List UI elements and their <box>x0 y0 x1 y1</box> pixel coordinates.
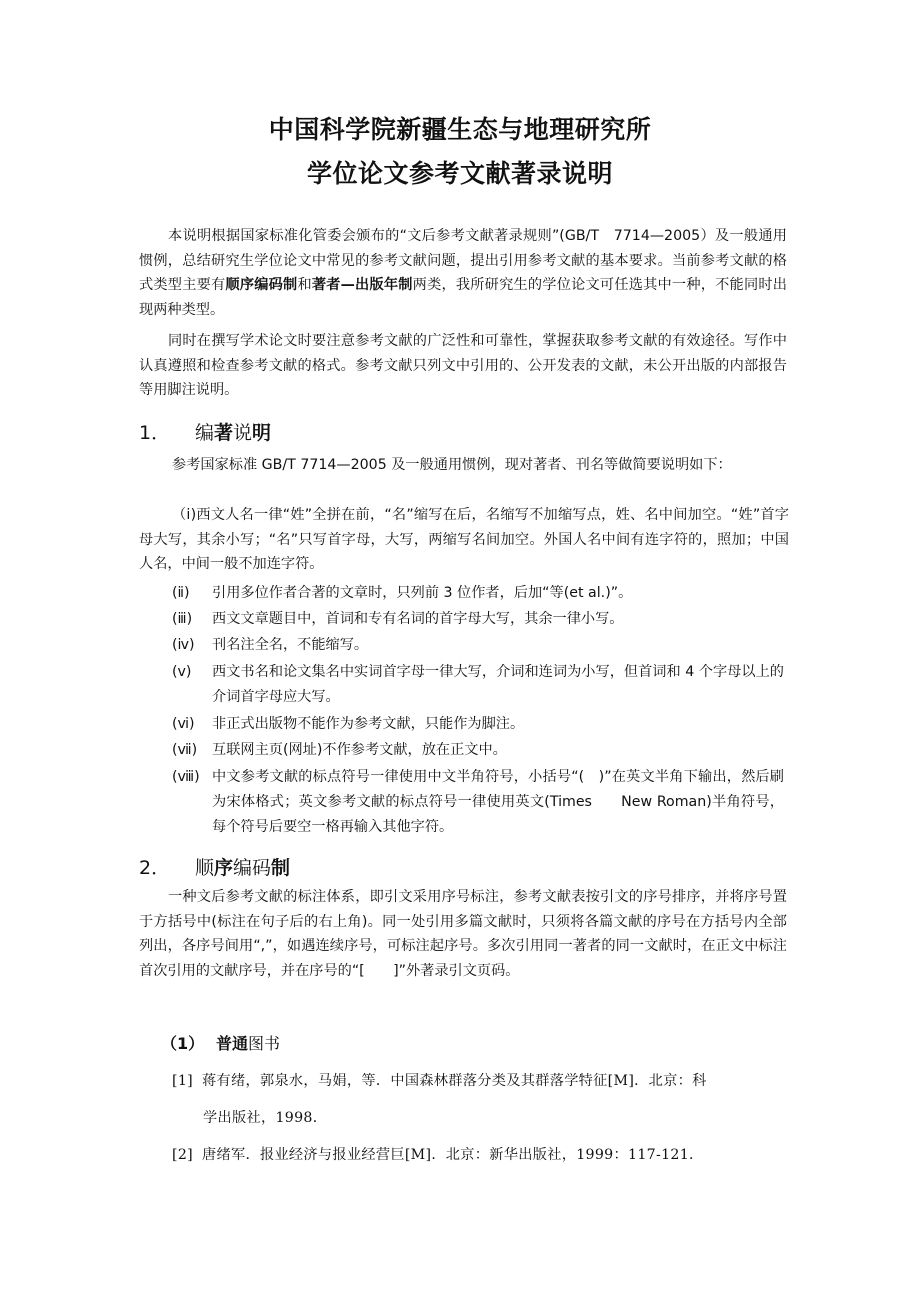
reference-item <box>172 1137 782 1174</box>
list-text: 西文文章题目中，首词和专有名词的首字母大写，其余一律小写。 <box>212 611 624 627</box>
list-marker: (ⅴ) <box>172 664 192 680</box>
list-item <box>172 660 784 710</box>
section-number: 2． <box>139 857 171 879</box>
intro-text: 本说明根据国家标准化管委会颁布的“文后参考文献著录规则”(GB/T 7714—2005）及一般通用惯例，总结研究生学位论文中常见的参考文献问题，提出引用参考文献的基本要求。当前参考文献的格式类型主要有 <box>139 228 787 293</box>
intro-bold-term: 著者—出版年制 <box>311 277 413 293</box>
list-marker: (ⅱ) <box>172 585 190 601</box>
reference-continuation: 学出版社，1998． <box>203 1110 328 1126</box>
list-item <box>172 607 784 632</box>
section-1-heading <box>139 420 271 446</box>
list-marker: (ⅲ) <box>172 611 193 627</box>
list-item <box>172 712 784 737</box>
list-item <box>172 633 784 658</box>
page-subtitle: 学位论文参考文献著录说明 <box>306 159 613 188</box>
list-marker: (ⅳ) <box>172 637 195 653</box>
list-item <box>172 738 784 763</box>
subsection-title: 图书 <box>248 1034 281 1053</box>
intro-paragraph-2: 同时在撰写学术论文时要注意参考文献的广泛性和可靠性，掌握获取参考文献的有效途径。写作中认真遵照和检查参考文献的格式。参考文献只列文中引用的、公开发表的文献，未公开出版的内部报告等用脚注说明。 <box>139 333 787 398</box>
list-text: 互联网主页(网址)不作参考文献，放在正文中。 <box>212 742 507 758</box>
section-title-part: 明 <box>252 422 272 444</box>
reference-item <box>172 1063 782 1100</box>
list-text: 非正式出版物不能作为参考文献，只能作为脚注。 <box>212 716 525 732</box>
section-1-intro: 参考国家标准 GB/T 7714—2005 及一般通用惯例，现对著者、刊名等做简要说明如下： <box>172 457 732 473</box>
section-title-part: 顺 <box>195 857 215 879</box>
reference-marker: [2] <box>172 1147 193 1163</box>
section-title-part: 制 <box>271 857 291 879</box>
list-item <box>172 765 784 840</box>
subsection-title-bold: 普通 <box>216 1034 249 1053</box>
intro-bold-term: 顺序编码制 <box>225 277 298 293</box>
list-text: 中文参考文献的标点符号一律使用中文半角符号，小括号“( )”在英文半角下输出，然后刷为宋体格式；英文参考文献的标点符号一律使用英文(Times New Roman)半角符号，每个符号后要空一格再输入其他字符。 <box>212 769 784 835</box>
intro-paragraph-1 <box>139 224 787 322</box>
reference-marker: [1] <box>172 1073 193 1089</box>
subsection-heading <box>161 1033 280 1055</box>
reference-text: 蒋有绪，郭泉水，马娟，等．中国森林群落分类及其群落学特征[M]．北京：科 <box>202 1073 707 1089</box>
list-text: 刊名注全名，不能缩写。 <box>212 637 369 653</box>
list-item <box>172 581 784 606</box>
reference-text: 唐绪军．报业经济与报业经营巨[M]．北京：新华出版社，1999：117-121． <box>202 1147 704 1163</box>
section-2-heading <box>139 855 290 881</box>
subsection-number: （1） <box>161 1034 205 1053</box>
section-title-part: 编码 <box>233 857 272 879</box>
intro-text: 和 <box>297 277 312 293</box>
section-2-paragraph: 一种文后参考文献的标注体系，即引文采用序号标注，参考文献表按引文的序号排序，并将序号置于方括号中(标注在句子后的右上角)。同一处引用多篇文献时，只须将各篇文献的序号在方括号内全部列出，各序号间用“,”，如遇连续序号，可标注起序号。多次引用同一著者的同一文献时，在正文中标注首次引用的文献序号，并在序号的“[ ]”外著录引文页码。 <box>139 889 787 979</box>
intro-text: 两类，我所研究生的学位论文可任选其中一种，不能同时出现两种类型。 <box>139 277 787 318</box>
section-number: 1． <box>139 422 171 444</box>
list-item: （ⅰ)西文人名一律“姓”全拼在前，“名”缩写在后，名缩写不加缩写点，姓、名中间加空。“姓”首字母大写，其余小写；“名”只写首字母，大写，两缩写名间加空。外国人名中间有连字符的，照加；中国人名，中间一般不加连字符。 <box>139 507 789 572</box>
section-title-part: 著 <box>214 422 234 444</box>
list-text: 西文书名和论文集名中实词首字母一律大写，介词和连词为小写，但首词和 4 个字母以上的介词首字母应大写。 <box>212 664 784 705</box>
section-title-part: 编 <box>195 422 215 444</box>
section-title-part: 序 <box>214 857 234 879</box>
list-marker: (ⅶ) <box>172 742 198 758</box>
page-title: 中国科学院新疆生态与地理研究所 <box>268 115 652 144</box>
list-marker: (ⅵ) <box>172 716 195 732</box>
list-text: 引用多位作者合著的文章时，只列前 3 位作者，后加“等(et al.)”。 <box>212 585 633 601</box>
section-title-part: 说 <box>233 422 253 444</box>
list-marker: (ⅷ) <box>172 769 200 785</box>
